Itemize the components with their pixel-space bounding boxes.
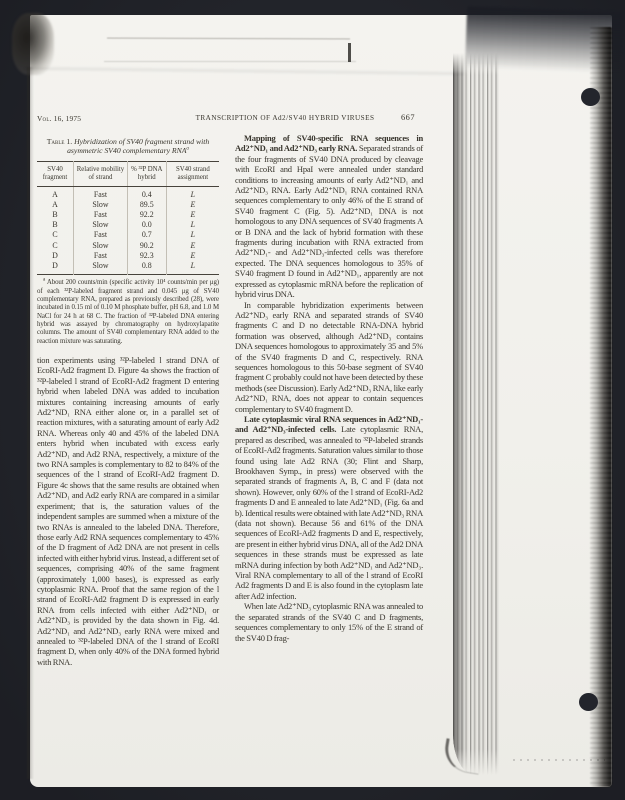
right-column xyxy=(235,133,423,643)
table-cell: Slow xyxy=(74,200,128,210)
paragraph-text: In comparable hybridization experiments between Ad2⁺ND₃ early RNA and separated strands of SV40 fragments C and D no detectable RNA-DNA hybrid formation was observed, although Ad2⁺ND₃ contains DNA sequences homologous to approximately 35 and 5% of the SV40 fragments D and C, respectively. RNA sequences homologous to this 50-base segment of SV40 fragment C probably could not have been detected by these methods (see Discussion). Early Ad2⁺ND₃ RNA, like early Ad2⁺ND₁ RNA, does not appear to contain sequences complementary to SV40 fragment D. xyxy=(235,299,423,414)
table-cell: 90.2 xyxy=(127,241,166,251)
table-column-header: % ³²P DNA hybrid xyxy=(127,161,166,186)
table-row xyxy=(37,220,219,230)
table-column-header: SV40 fragment xyxy=(37,161,74,186)
table-row xyxy=(37,186,219,200)
table-cell: B xyxy=(37,210,74,220)
table-cell: A xyxy=(37,186,74,200)
table-title xyxy=(41,137,215,156)
scan-speckles xyxy=(513,759,605,761)
table-row xyxy=(37,200,219,210)
table-cell: A xyxy=(37,200,74,210)
table-cell: 0.4 xyxy=(127,186,166,200)
paragraph xyxy=(235,414,423,601)
paragraph xyxy=(235,300,423,414)
punch-hole-top xyxy=(581,88,600,106)
table-cell: E xyxy=(190,210,196,220)
book-page-curl-edges xyxy=(453,53,499,775)
volume-label: Vol. 16, 1975 xyxy=(37,114,82,123)
table-cell: Slow xyxy=(74,241,128,251)
table-cell: E xyxy=(190,250,196,260)
paragraph-text: Separated strands of the four fragments of SV40 DNA produced by cleavage with EcoRI and HpaI were annealed under standard conditions to increasing amounts of early Ad2⁺ND₁ and Ad2⁺ND₃ RNA. Early Ad2⁺ND₁ RNA contained RNA sequences complementary to only 46% of the E strand of SV40 fragment C (Fig. 5). Ad2⁺ND₁ DNA is not homologous to any DNA sequences of SV40 fragments A or B DNA and the lack of hybrid formation with these fragments during incubation with RNA extracted from Ad2⁺ND₁- and Ad2⁺ND₃-infected cells was therefore expected. The DNA sequences homologous to 35% of SV40 fragment D found in Ad2⁺ND₁, apparently are not expressed as cytoplasmic mRNA before the replication of hybrid virus DNA. xyxy=(235,143,423,300)
paragraph-text: Late cytoplasmic RNA, prepared as described, was annealed to ³²P-labeled strands of EcoRI-Ad2 fragments. Saturation values similar to those found using late Ad2 RNA (30; Flint and Sharp, Brookhaven Symp., in press) were observed with the separated strands of fragments A, B, C and F (data not shown). However, only 60% of the l strand of EcoRI-Ad2 fragments D and E annealed to late Ad2⁺ND₁ (Fig. 6a and b). Identical results were obtained with late Ad2⁺ND₃ RNA (data not shown). Because 56 and 61% of the DNA sequences of EcoRI-Ad2 fragments D and E, respectively, are present in either hybrid virus DNA, all of the Ad2 DNA sequences in these strands must be expressed as late mRNA during infection by both Ad2⁺ND₁ and Ad2⁺ND₃. Viral RNA complementary to all of the l strand of EcoRI Ad2 fragments D and E is also found in the cytoplasm late after Ad2 infection. xyxy=(235,424,423,601)
table-cell: E xyxy=(190,240,196,250)
table-row xyxy=(37,261,219,275)
table-cell: 0.7 xyxy=(127,230,166,240)
table-title-label: Table 1. xyxy=(46,137,73,146)
page-left-edge-shadow xyxy=(27,67,34,779)
table-cell: Slow xyxy=(74,261,128,275)
running-head xyxy=(37,113,423,127)
printed-text-block xyxy=(37,113,423,667)
table-row xyxy=(37,251,219,261)
table-cell: E xyxy=(190,199,196,209)
paragraph-lead-in: Late cytoplasmic viral RNA sequences in Ad2⁺ND₁- and Ad2⁺ND₃-infected cells. xyxy=(235,413,423,435)
hybridization-table xyxy=(37,161,219,275)
table-cell: 92.2 xyxy=(127,210,166,220)
table-cell: Fast xyxy=(74,251,128,261)
book-page-curl-bottom xyxy=(442,738,483,774)
journal-page xyxy=(30,15,612,787)
paragraph-text: When late Ad2⁺ND₃ cytoplasmic RNA was annealed to the separated strands of the SV40 C and D fragments, sequences complementary to only 15% of the E strand of the SV40 D frag- xyxy=(235,601,423,643)
table-cell: C xyxy=(37,230,74,240)
table-header-row xyxy=(37,161,219,186)
table-column-header: SV40 strand assignment xyxy=(166,161,219,186)
table-title-text: Hybridization of SV40 fragment strand with asymmetric SV40 complementary RNA xyxy=(67,137,210,156)
table-title-footnote-mark: a xyxy=(186,146,189,152)
table-cell: Fast xyxy=(74,186,128,200)
table-cell: 89.5 xyxy=(127,200,166,210)
sheet-edge-shadow xyxy=(24,67,464,74)
paragraph xyxy=(235,601,423,643)
paragraph-lead-in: Mapping of SV40-specific RNA sequences in Ad2⁺ND₁ and Ad2⁺ND₃ early RNA. xyxy=(235,133,423,154)
table-cell: C xyxy=(37,241,74,251)
table-column-header: Relative mobility of strand xyxy=(74,161,128,186)
table-cell: L xyxy=(190,189,196,199)
table-cell: Fast xyxy=(74,230,128,240)
running-head-title: TRANSCRIPTION OF Ad2/SV40 HYBRID VIRUSES xyxy=(195,114,375,122)
paragraph-text: tion experiments using ³²P-labeled l strand DNA of EcoRI-Ad2 fragment D. Figure 4a shows the fraction of ³²P-labeled l strand of EcoRI-Ad2 fragment D entering hybrid when labeled DNA was added to incubation mixtures containing increasing amounts of early Ad2⁺ND₁ RNA either alone or, in a parallel set of reaction mixtures, with a saturating amount of early Ad2 RNA. Whereas only 40 and 45% of the labeled DNA enters hybrid when incubated with excess early Ad2⁺ND₁ and Ad2 RNA, respectively, a mixture of the two RNA samples is complementary to 82 to 84% of the sequences of the l strand of EcoRI-Ad2 fragment D. Figure 4c shows that the same results are obtained when Ad2⁺ND₁ and Ad2 early RNA are compared in a similar experiment; that is, the saturation values of the independent samples are summed when a mixture of the two RNAs is annealed to the labeled DNA. Therefore, those early Ad2 RNA sequences complementary to 45% of the D fragment of Ad2 DNA are not present in cells infected with either hybrid virus. Instead, a different set of sequences, comprising 40% of the same fragment (approximately 1,000 bases), is expressed as early cytoplasmic RNA. Proof that the same region of the l strand of EcoRI-Ad2 fragment D is expressed in early RNA from cells infected with either Ad2⁺ND₁ or Ad2⁺ND₃ is provided by the data shown in Fig. 4d. Ad2⁺ND₁ and Ad2⁺ND₃ early RNA were mixed and annealed to ³²P-labeled DNA of the l strand of EcoRI fragment D, when only 40% of the DNA formed hybrid with RNA. xyxy=(37,355,219,667)
page-right-edge-shadow xyxy=(590,27,612,787)
table-body xyxy=(37,186,219,275)
right-column-text xyxy=(235,133,423,643)
punch-hole-bottom xyxy=(579,693,598,711)
left-column-text xyxy=(37,355,219,667)
table-cell: Slow xyxy=(74,220,128,230)
table-row xyxy=(37,241,219,251)
table-row xyxy=(37,210,219,220)
table-cell: 92.3 xyxy=(127,251,166,261)
overlapping-sheet-edge xyxy=(104,61,356,62)
paragraph xyxy=(37,355,219,667)
footnote-mark: a xyxy=(43,277,46,283)
overlapping-sheet-edge xyxy=(107,38,350,40)
table-cell: D xyxy=(37,261,74,275)
table-cell: D xyxy=(37,251,74,261)
paragraph xyxy=(235,133,423,300)
sheet-edge-mark xyxy=(348,43,351,62)
table-cell: 0.0 xyxy=(127,220,166,230)
table-footnote xyxy=(37,279,219,346)
table-cell: L xyxy=(190,261,196,271)
table-cell: L xyxy=(190,230,196,240)
table-cell: Fast xyxy=(74,210,128,220)
table-cell: L xyxy=(190,220,196,230)
table-row xyxy=(37,230,219,240)
left-column xyxy=(37,137,219,667)
footnote-text: About 200 counts/min (specific activity 10⁴ counts/min per μg) of each ³²P-labeled fragment strand and 0.045 μg of SV40 complementary RNA, prepared as previously described (28), were incubated in 0.15 ml of 0.10 M phosphate buffer, pH 6.8, and 1.0 M NaCl for 24 h at 68 C. The fraction of ³²P-labeled DNA entering hybrid was assayed by chromatography on hydroxylapatite columns. The amount of SV40 complementary RNA added to the reaction mixture was saturating. xyxy=(37,279,219,345)
scan-smudge xyxy=(12,13,54,75)
page-number: 667 xyxy=(400,113,415,122)
table-cell: 0.8 xyxy=(127,261,166,275)
table-cell: B xyxy=(37,220,74,230)
